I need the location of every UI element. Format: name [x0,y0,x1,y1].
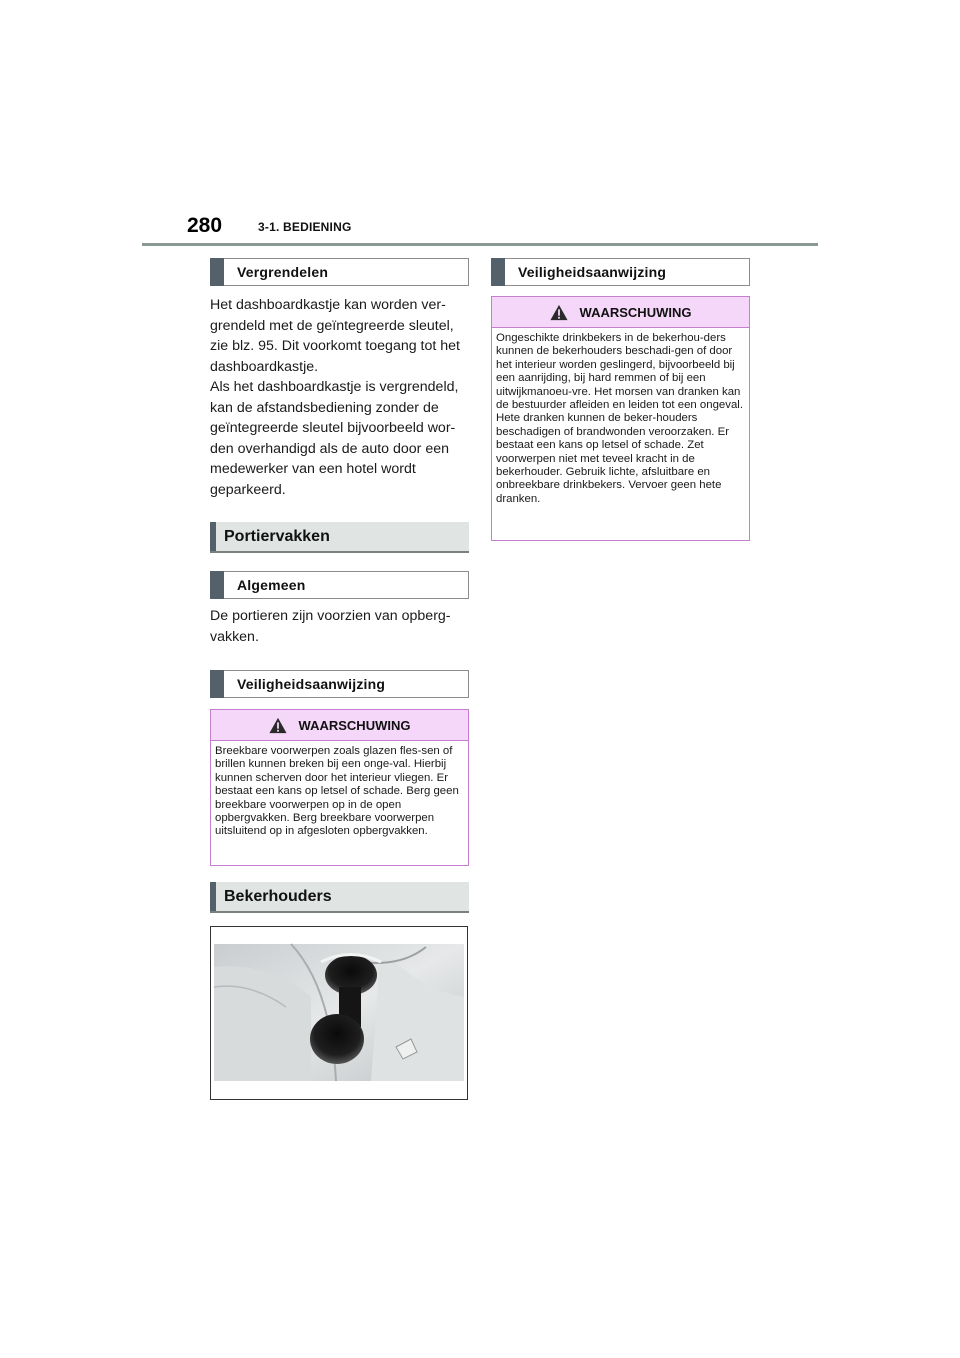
paragraph-vergrendelen-1: Het dashboardkastje kan worden ver-grendeld met de geïntegreerde sleutel, zie blz. 95. Dit voorkomt toegang tot het dashboardkastje. [210,297,460,375]
warning-triangle-icon [550,304,568,321]
warning-text: Ongeschikte drinkbekers in de bekerhou-ders kunnen de bekerhouders beschadi-gen of door het interieur worden geslingerd, bijvoorbeeld bij een aanrijding, bij hard remmen of bij een uitwijkmanoeu-vre. Het morsen van dranken kan de bestuurder afleiden en leiden tot een ongeval. Hete dranken kunnen de beker-houders beschadigen of brandwonden veroorzaken. Er bestaat een kans op letsel of schade. Zet voorwerpen niet met teveel kracht in de bekerhouder. Gebruik lichte, afsluitbare en onbreekbare drinkbekers. Vervoer geen hete dranken. [496,332,743,505]
chapter-title: 3-1. BEDIENING [258,220,352,234]
warning-title: WAARSCHUWING [298,717,411,733]
warning-triangle-icon [269,717,287,734]
warning-header [492,297,749,328]
page-number: 280 [187,214,223,237]
paragraph-vergrendelen-2: Als het dashboardkastje is vergrendeld, kan de afstandsbediening zonder de geïntegreerde sleutel bijvoorbeeld wor-den overhandigd als de auto door een medewerker van een hotel wordt geparkeerd. [210,379,459,498]
header-rule [142,243,818,246]
warning-header [211,710,468,741]
warning-text: Breekbare voorwerpen zoals glazen fles-sen of brillen kunnen breken bij een onge-val. Hierbij kunnen scherven door het interieur vliegen. Er bestaat een kans op letsel of schade. Berg geen breekbare voorwerpen op in de open opbergvakken. Berg breekbare voorwerpen uitsluitend op in afgesloten opbergvakken. [215,745,459,838]
section-heading-portiervakken: Portiervakken [210,522,469,553]
warning-box-bekerhouders [491,296,750,541]
cupholder-illustration [210,926,468,1100]
heading-algemeen: Algemeen [210,571,469,599]
heading-vergrendelen: Vergrendelen [210,258,469,286]
section-heading-bekerhouders: Bekerhouders [210,882,469,913]
heading-veiligheidsaanwijzing-left: Veiligheidsaanwijzing [210,670,469,698]
heading-veiligheidsaanwijzing-right: Veiligheidsaanwijzing [491,258,750,286]
cupholder-image [211,927,467,1099]
paragraph-algemeen: De portieren zijn voorzien van opberg-vakken. [210,608,451,645]
warning-box-portiervakken [210,709,469,866]
warning-title: WAARSCHUWING [579,304,692,320]
